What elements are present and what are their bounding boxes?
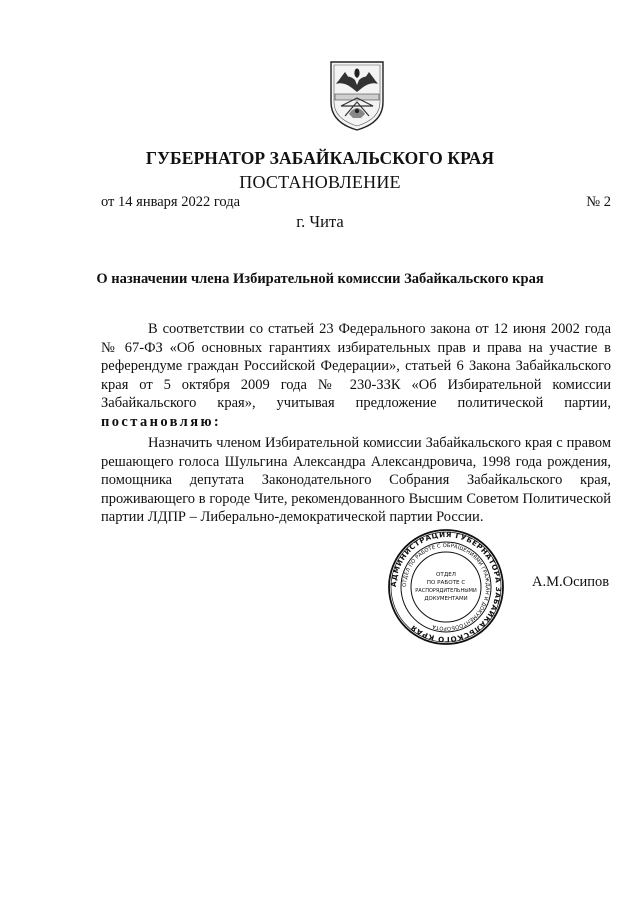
document-subject: О назначении члена Избирательной комиссии Забайкальского края: [96, 271, 544, 287]
document-number: № 2: [586, 194, 611, 210]
svg-text:ДОКУМЕНТАМИ: ДОКУМЕНТАМИ: [424, 596, 468, 602]
svg-text:ПО РАБОТЕ С: ПО РАБОТЕ С: [426, 580, 466, 586]
coat-of-arms-icon: [327, 58, 387, 132]
appointment-paragraph: Назначить членом Избирательной комиссии Забайкальского края с правом решающего голоса Шульгина Александра Александровича, 1998 года рождения, помощника депутата Законодательного Собрания Забайкальского края, проживающего в городе Чите, рекомендованного Высшим Советом Политической партии ЛДПР – Либерально-демократической партии России.: [101, 435, 611, 526]
preamble-text: В соответствии со статьей 23 Федерального закона от 12 июня 2002 года № 67-ФЗ «Об основных гарантиях избирательных прав и права на участие в референдуме граждан Российской Федерации», статьей 6 Закона Забайкальского края от 5 октября 2009 года № 230-ЗЗК «Об Избирательной комиссии Забайкальского края», учитывая предложение политической партии,: [101, 321, 611, 412]
signatory-name: А.М.Осипов: [532, 574, 610, 590]
resolution-keyword: постановляю:: [101, 413, 222, 430]
document-type: ПОСТАНОВЛЕНИЕ: [239, 172, 401, 192]
issuing-authority: ГУБЕРНАТОР ЗАБАЙКАЛЬСКОГО КРАЯ: [145, 148, 495, 168]
svg-text:РАСПОРЯДИТЕЛЬНЫМИ: РАСПОРЯДИТЕЛЬНЫМИ: [415, 588, 477, 594]
document-date: от 14 января 2022 года: [101, 194, 241, 210]
preamble-paragraph: [101, 320, 611, 432]
svg-text:ОТДЕЛ ПО РАБОТЕ С ОБРАЩЕНИЯМИ: ОТДЕЛ ПО РАБОТЕ С ОБРАЩЕНИЯМИ ГРАЖДАН И ДОКУМЕНТООБОРОТА: [401, 542, 491, 632]
svg-text:ОТДЕЛ: ОТДЕЛ: [436, 572, 456, 578]
official-stamp-icon: [386, 527, 506, 647]
document-city: г. Чита: [296, 212, 344, 231]
svg-text:АДМИНИСТРАЦИЯ ГУБЕРНАТОРА ЗАБА: АДМИНИСТРАЦИЯ ГУБЕРНАТОРА ЗАБАЙКАЛЬСКОГО КРАЯ: [388, 529, 504, 645]
